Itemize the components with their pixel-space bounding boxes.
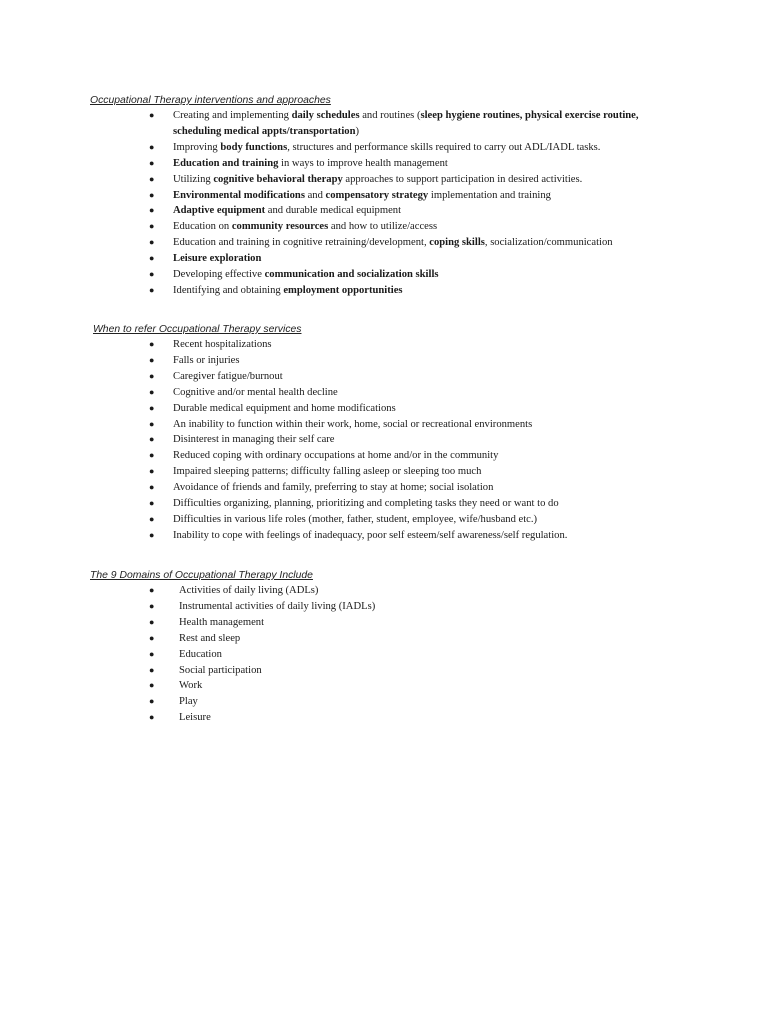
bullet-icon: ● xyxy=(149,632,155,643)
text-run: Education on xyxy=(173,221,232,233)
text-run: Activities of daily living (ADLs) xyxy=(179,585,319,596)
interventions-list xyxy=(0,108,768,299)
text-run: Impaired sleeping patterns; difficulty falling asleep or sleeping too much xyxy=(173,466,482,478)
referral-list xyxy=(0,337,768,544)
text-run: and routines ( xyxy=(359,110,421,121)
text-run: Difficulties in various life roles (mother, father, student, employee, wife/husband etc.) xyxy=(173,513,538,525)
list-item-text xyxy=(173,401,683,417)
list-item-text xyxy=(173,251,683,267)
bullet-icon: ● xyxy=(149,600,155,611)
emphasis-text: Leisure exploration xyxy=(173,253,262,265)
list-item-text xyxy=(173,283,683,299)
list-item xyxy=(0,615,768,631)
emphasis-text: Education and training xyxy=(173,157,279,169)
list-item xyxy=(0,432,768,448)
bullet-icon: ● xyxy=(149,284,155,295)
bullet-icon: ● xyxy=(149,141,155,152)
text-run: Difficulties organizing, planning, prioritizing and completing tasks they need or want to do xyxy=(173,498,559,510)
list-item-text xyxy=(173,512,683,528)
emphasis-text: employment opportunities xyxy=(283,284,403,296)
bullet-icon: ● xyxy=(149,616,155,627)
emphasis-text: coping skills xyxy=(429,237,485,249)
domains-heading: The 9 Domains of Occupational Therapy Include xyxy=(90,570,313,581)
text-run: Education xyxy=(179,648,222,660)
list-item-text xyxy=(179,631,689,647)
bullet-icon: ● xyxy=(149,680,155,691)
text-run: Improving xyxy=(173,141,221,153)
list-item xyxy=(0,401,768,417)
list-item xyxy=(0,647,768,663)
text-run: approaches to support participation in desired activities. xyxy=(342,173,583,185)
text-run: Identifying and obtaining xyxy=(173,284,284,296)
list-item xyxy=(0,235,768,251)
bullet-icon: ● xyxy=(149,189,155,200)
bullet-icon: ● xyxy=(149,221,155,232)
list-item-text xyxy=(173,172,683,188)
bullet-icon: ● xyxy=(149,585,155,595)
bullet-icon: ● xyxy=(149,402,155,413)
list-item-text xyxy=(179,663,689,679)
emphasis-text: daily schedules xyxy=(291,110,360,121)
bullet-icon: ● xyxy=(149,466,155,477)
emphasis-text: body functions xyxy=(220,141,288,153)
list-item-text xyxy=(173,108,683,140)
bullet-icon: ● xyxy=(149,648,155,659)
list-item-text xyxy=(173,369,683,385)
list-item xyxy=(0,337,768,353)
bullet-icon: ● xyxy=(149,434,155,445)
text-run: , socialization/communication xyxy=(484,237,613,249)
interventions-heading: Occupational Therapy interventions and approaches xyxy=(90,95,331,106)
text-run: Work xyxy=(179,680,203,692)
text-run: Leisure xyxy=(179,712,211,724)
list-item xyxy=(0,108,768,140)
text-run: Cognitive and/or mental health decline xyxy=(173,386,338,398)
list-item xyxy=(0,599,768,615)
list-item-text xyxy=(179,615,689,631)
text-run: Avoidance of friends and family, preferring to stay at home; social isolation xyxy=(173,482,494,494)
list-item xyxy=(0,631,768,647)
text-run: An inability to function within their work, home, social or recreational environments xyxy=(173,418,533,430)
list-item-text xyxy=(173,385,683,401)
list-item xyxy=(0,156,768,172)
bullet-icon: ● xyxy=(149,205,155,216)
emphasis-text: sleep hygiene routines, physical exercise routine, scheduling medical appts/transportation xyxy=(173,110,639,137)
bullet-icon: ● xyxy=(149,664,155,675)
list-item-text xyxy=(179,694,689,710)
text-run: Utilizing xyxy=(173,173,214,185)
domains-list xyxy=(0,583,768,726)
bullet-icon: ● xyxy=(149,253,155,264)
emphasis-text: Environmental modifications xyxy=(173,189,305,201)
list-item-text xyxy=(173,267,683,283)
list-item-text xyxy=(173,140,683,156)
list-item xyxy=(0,267,768,283)
list-item xyxy=(0,480,768,496)
list-item-text xyxy=(173,337,683,353)
text-run: Play xyxy=(179,696,198,708)
text-run: , structures and performance skills required to carry out ADL/IADL tasks. xyxy=(287,141,601,153)
list-item xyxy=(0,694,768,710)
text-run: in ways to improve health management xyxy=(278,157,448,169)
text-run: Durable medical equipment and home modifications xyxy=(173,402,396,414)
text-run: Reduced coping with ordinary occupations at home and/or in the community xyxy=(173,450,499,462)
bullet-icon: ● xyxy=(149,450,155,461)
list-item xyxy=(0,496,768,512)
list-item xyxy=(0,353,768,369)
bullet-icon: ● xyxy=(149,173,155,184)
bullet-icon: ● xyxy=(149,696,155,707)
list-item xyxy=(0,663,768,679)
text-run: and xyxy=(304,189,326,201)
text-run: Creating and implementing xyxy=(173,110,292,121)
text-run: Rest and sleep xyxy=(179,632,241,644)
text-run: implementation and training xyxy=(428,189,551,201)
list-item xyxy=(0,188,768,204)
bullet-icon: ● xyxy=(149,418,155,429)
bullet-icon: ● xyxy=(149,157,155,168)
list-item xyxy=(0,283,768,299)
bullet-icon: ● xyxy=(149,513,155,524)
referral-heading: When to refer Occupational Therapy services xyxy=(93,324,302,335)
list-item xyxy=(0,172,768,188)
text-run: Developing effective xyxy=(173,269,265,281)
list-item xyxy=(0,385,768,401)
emphasis-text: communication and socialization skills xyxy=(264,269,439,281)
list-item xyxy=(0,448,768,464)
emphasis-text: compensatory strategy xyxy=(325,189,429,201)
emphasis-text: community resources xyxy=(231,221,329,233)
bullet-icon: ● xyxy=(149,354,155,365)
list-item-text xyxy=(173,235,683,251)
text-run: Health management xyxy=(179,616,265,628)
text-run: Recent hospitalizations xyxy=(173,339,272,350)
bullet-icon: ● xyxy=(149,339,155,349)
list-item xyxy=(0,369,768,385)
emphasis-text: cognitive behavioral therapy xyxy=(213,173,343,185)
list-item xyxy=(0,583,768,599)
list-item-text xyxy=(173,448,683,464)
list-item-text xyxy=(173,464,683,480)
list-item xyxy=(0,140,768,156)
list-item-text xyxy=(173,496,683,512)
list-item-text xyxy=(179,710,689,726)
list-item xyxy=(0,528,768,544)
bullet-icon: ● xyxy=(149,498,155,509)
text-run: Disinterest in managing their self care xyxy=(173,434,335,446)
list-item-text xyxy=(179,678,689,694)
bullet-icon: ● xyxy=(149,482,155,493)
text-run: Instrumental activities of daily living (IADLs) xyxy=(179,600,376,612)
text-run: Inability to cope with feelings of inadequacy, poor self esteem/self awareness/self regulation. xyxy=(173,529,568,541)
bullet-icon: ● xyxy=(149,269,155,280)
list-item-text xyxy=(173,480,683,496)
list-item-text xyxy=(173,432,683,448)
list-item xyxy=(0,678,768,694)
list-item-text xyxy=(179,647,689,663)
bullet-icon: ● xyxy=(149,712,155,723)
list-item-text xyxy=(173,353,683,369)
list-item xyxy=(0,464,768,480)
bullet-icon: ● xyxy=(149,237,155,248)
list-item-text xyxy=(173,188,683,204)
list-item xyxy=(0,417,768,433)
text-run: Falls or injuries xyxy=(173,354,240,366)
text-run: Education and training in cognitive retraining/development, xyxy=(173,237,430,249)
list-item-text xyxy=(173,528,683,544)
list-item-text xyxy=(179,583,689,599)
list-item xyxy=(0,710,768,726)
list-item-text xyxy=(173,156,683,172)
bullet-icon: ● xyxy=(149,529,155,540)
bullet-icon: ● xyxy=(149,386,155,397)
emphasis-text: Adaptive equipment xyxy=(173,205,266,217)
list-item xyxy=(0,219,768,235)
list-item-text xyxy=(173,417,683,433)
list-item xyxy=(0,203,768,219)
text-run: and how to utilize/access xyxy=(328,221,438,233)
text-run: and durable medical equipment xyxy=(265,205,402,217)
list-item xyxy=(0,512,768,528)
text-run: ) xyxy=(355,125,359,137)
list-item-text xyxy=(179,599,689,615)
list-item-text xyxy=(173,203,683,219)
text-run: Caregiver fatigue/burnout xyxy=(173,370,283,382)
list-item xyxy=(0,251,768,267)
list-item-text xyxy=(173,219,683,235)
bullet-icon: ● xyxy=(149,110,155,120)
bullet-icon: ● xyxy=(149,370,155,381)
text-run: Social participation xyxy=(179,664,262,676)
